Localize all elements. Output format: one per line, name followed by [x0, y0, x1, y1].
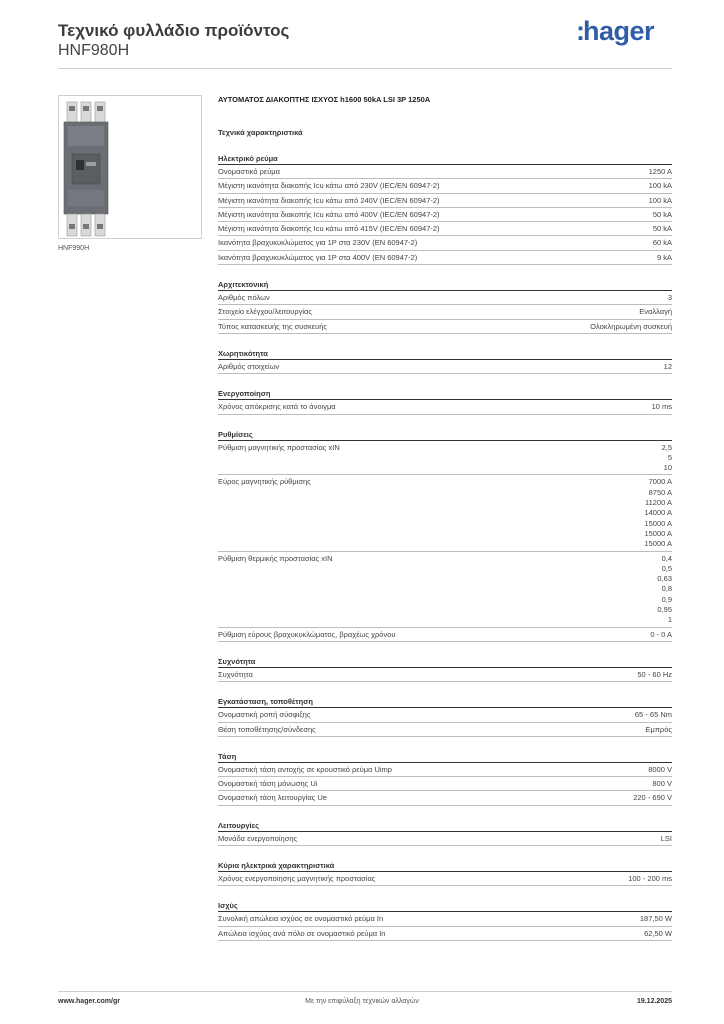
spec-value-line: 1: [667, 615, 672, 625]
spec-value-line: 0,9: [661, 594, 672, 604]
spec-section: [218, 429, 672, 642]
spec-value-line: 11200 A: [645, 498, 672, 508]
spec-value: [657, 554, 672, 626]
spec-value: [668, 293, 672, 303]
spec-value-line: 0,8: [661, 584, 672, 594]
spec-row: [218, 708, 672, 722]
spec-row: [218, 832, 672, 846]
spec-value-line: 3: [667, 293, 672, 303]
circuit-breaker-illustration: [59, 96, 201, 238]
spec-value-line: LSI: [660, 833, 672, 843]
spec-value: [637, 670, 672, 680]
spec-row: [218, 194, 672, 208]
spec-label: Μέγιστη ικανότητα διακοπής Icu κάτω από 240V (IEC/EN 60947-2): [218, 195, 440, 205]
spec-section: [218, 279, 672, 334]
spec-value-line: 0 - 0 A: [650, 629, 672, 639]
spec-value-line: 15000 A: [644, 518, 672, 528]
spec-row: [218, 475, 672, 551]
spec-row: [218, 236, 672, 250]
spec-section: [218, 751, 672, 806]
document-header: [58, 20, 289, 61]
hager-logo: [576, 16, 654, 47]
spec-value: [640, 914, 672, 924]
section-title: Ενεργοποίηση: [218, 388, 672, 400]
spec-value-line: 100 - 200 ms: [628, 873, 672, 883]
spec-value-line: 8750 A: [648, 487, 672, 497]
spec-row: [218, 763, 672, 777]
spec-value-line: 1250 A: [648, 167, 672, 176]
spec-value-line: Εμπρός: [645, 724, 672, 734]
spec-label: Απώλεια ισχύος ανά πόλο σε ονομαστικό ρεύμα In: [218, 928, 386, 938]
spec-value: [648, 765, 672, 775]
spec-value: [590, 322, 672, 332]
section-title: Ισχύς: [218, 900, 672, 912]
section-title: Συχνότητα: [218, 656, 672, 668]
spec-value-line: 10: [663, 463, 672, 473]
spec-label: Ονομαστικό ρεύμα: [218, 167, 280, 176]
section-title: Χωρητικότητα: [218, 348, 672, 360]
spec-value-line: 12: [663, 361, 672, 371]
spec-value: [645, 725, 672, 735]
spec-row: [218, 927, 672, 941]
spec-row: [218, 320, 672, 334]
spec-label: Αριθμός στοιχείων: [218, 361, 280, 371]
spec-label: Χρόνος ενεργοποίησης μαγνητικής προστασίας: [218, 873, 376, 883]
spec-value: [662, 443, 672, 474]
spec-value-line: 2,5: [661, 442, 672, 452]
spec-value-line: 10 ms: [651, 402, 672, 412]
spec-row: [218, 400, 672, 414]
spec-section: [218, 656, 672, 682]
spec-value: [649, 181, 672, 191]
spec-row: [218, 552, 672, 628]
spec-value-line: Εναλλαγή: [639, 307, 672, 317]
spec-value-line: 5: [667, 452, 672, 462]
spec-value-line: 60 kA: [652, 238, 672, 248]
spec-value-line: 220 - 690 V: [633, 793, 672, 803]
spec-label: Συχνότητα: [218, 669, 253, 679]
spec-section: [218, 900, 672, 941]
logo-dots: :: [575, 16, 583, 46]
spec-value-line: 15000 A: [644, 539, 672, 549]
spec-value: [628, 874, 672, 884]
spec-value: [644, 477, 672, 549]
spec-value-line: 65 - 65 Nm: [634, 710, 672, 720]
spec-value-line: 7000 A: [648, 477, 672, 487]
spec-value: [664, 362, 672, 372]
product-image: [58, 95, 202, 239]
spec-row: [218, 291, 672, 305]
section-title: Αρχιτεκτονική: [218, 279, 672, 291]
spec-label: Ρύθμιση εύρους βραχυκυκλώματος, βραχέως χρόνου: [218, 629, 396, 639]
spec-value: [661, 834, 672, 844]
spec-label: Μέγιστη ικανότητα διακοπής Icu κάτω από 415V (IEC/EN 60947-2): [218, 224, 440, 234]
spec-value-line: 0,4: [661, 553, 672, 563]
section-title: Ρυθμίσεις: [218, 429, 672, 441]
product-title: ΑΥΤΟΜΑΤΟΣ ΔΙΑΚΟΠΤΗΣ ΙΣΧΥΟΣ h1600 50kA LSI 3P 1250A: [218, 95, 431, 104]
spec-value-line: 50 kA: [652, 224, 672, 234]
spec-value: [644, 929, 672, 939]
spec-label: Ονομαστική ροπή σύσφιξης: [218, 710, 311, 720]
spec-section: [218, 820, 672, 846]
spec-section: [218, 348, 672, 374]
spec-label: Μέγιστη ικανότητα διακοπής Icu κάτω από 230V (IEC/EN 60947-2): [218, 181, 440, 191]
spec-value: [653, 210, 672, 220]
spec-value-line: 15000 A: [644, 528, 672, 538]
spec-row: [218, 872, 672, 886]
spec-label: Αριθμός πόλων: [218, 293, 270, 303]
spec-value: [653, 238, 672, 248]
spec-value-line: 14000 A: [644, 508, 672, 518]
spec-value: [652, 402, 672, 412]
spec-row: [218, 441, 672, 476]
spec-label: Ικανότητα βραχυκυκλώματος για 1P στα 230V (EN 60947-2): [218, 238, 418, 248]
spec-row: [218, 912, 672, 926]
logo-text: hager: [582, 16, 654, 46]
spec-value: [650, 630, 672, 640]
tech-heading: Τεχνικά χαρακτηριστικά: [218, 128, 303, 137]
spec-value-line: 0,5: [661, 563, 672, 573]
spec-label: Στοιχείο ελέγχου/λειτουργίας: [218, 307, 312, 317]
spec-row: [218, 305, 672, 319]
footer-website[interactable]: www.hager.com/gr: [58, 998, 120, 1005]
section-title: Ηλεκτρικό ρεύμα: [218, 153, 672, 165]
spec-label: Ονομαστική τάση λειτουργίας Ue: [218, 793, 327, 803]
spec-label: Εύρος μαγνητικής ρύθμισης: [218, 477, 311, 487]
spec-value-line: 800 V: [652, 779, 672, 789]
document-title: Τεχνικό φυλλάδιο προϊόντος: [58, 21, 290, 40]
spec-label: Συνολική απώλεια ισχύος σε ονομαστικό ρεύμα In: [218, 914, 384, 924]
header-divider: [58, 68, 672, 69]
section-title: Λειτουργίες: [218, 820, 672, 832]
spec-row: [218, 628, 672, 642]
spec-label: Θέση τοποθέτησης/σύνδεσης: [218, 724, 316, 734]
spec-label: Ρύθμιση μαγνητικής προστασίας xIN: [218, 442, 340, 452]
spec-label: Ονομαστική τάση αντοχής σε κρουστικό ρεύμα Uimp: [218, 764, 392, 774]
spec-row: [218, 251, 672, 265]
spec-row: [218, 208, 672, 222]
spec-value-line: 100 kA: [648, 195, 672, 205]
spec-value-line: 0,63: [657, 574, 672, 584]
spec-value: [649, 167, 672, 177]
spec-content: [218, 94, 672, 941]
spec-label: Ονομαστική τάση μόνωσης Ui: [218, 779, 318, 789]
spec-value-line: 9 kA: [656, 252, 672, 262]
spec-value-line: 8000 V: [648, 764, 672, 774]
spec-label: Ικανότητα βραχυκυκλώματος για 1P στα 400V (EN 60947-2): [218, 252, 418, 262]
spec-value: [652, 779, 672, 789]
image-caption: HNF990H: [58, 245, 90, 252]
section-title: Εγκατάσταση, τοποθέτηση: [218, 696, 672, 708]
spec-label: Μέγιστη ικανότητα διακοπής Icu κάτω από 400V (IEC/EN 60947-2): [218, 209, 440, 219]
spec-row: [218, 165, 672, 179]
spec-value: [639, 307, 672, 317]
spec-row: [218, 791, 672, 805]
spec-value-line: 187,50 W: [639, 914, 672, 924]
spec-label: Ρύθμιση θερμικής προστασίας xIN: [218, 553, 333, 563]
spec-section: [218, 153, 672, 265]
spec-value: [657, 253, 672, 263]
footer-divider: [58, 991, 672, 992]
spec-value: [653, 224, 672, 234]
spec-section: [218, 860, 672, 886]
spec-row: [218, 222, 672, 236]
spec-value-line: 50 - 60 Hz: [637, 669, 672, 679]
spec-label: Μονάδα ενεργοποίησης: [218, 833, 298, 843]
section-title: Τάση: [218, 751, 672, 763]
spec-label: Χρόνος απόκρισης κατά το άνοιγμα: [218, 402, 336, 412]
spec-value: [649, 196, 672, 206]
spec-value-line: 0,95: [657, 605, 672, 615]
spec-row: [218, 360, 672, 374]
section-title: Κύρια ηλεκτρικά χαρακτηριστικά: [218, 860, 672, 872]
spec-value-line: Ολοκληρωμένη συσκευή: [590, 321, 672, 331]
spec-row: [218, 668, 672, 682]
spec-section: [218, 388, 672, 414]
spec-row: [218, 777, 672, 791]
spec-sections: [218, 153, 672, 941]
spec-value: [635, 710, 672, 720]
footer-disclaimer: Με την επιφύλαξη τεχνικών αλλαγών: [305, 998, 419, 1005]
spec-value: [633, 793, 672, 803]
spec-section: [218, 696, 672, 737]
spec-value-line: 100 kA: [648, 181, 672, 191]
spec-value-line: 62,50 W: [644, 928, 672, 938]
footer-date: 19.12.2025: [636, 998, 672, 1005]
spec-row: [218, 179, 672, 193]
spec-value-line: 50 kA: [652, 209, 672, 219]
product-code: HNF980H: [58, 42, 130, 59]
spec-label: Τύπος κατασκευής της συσκευής: [218, 321, 328, 331]
spec-row: [218, 723, 672, 737]
